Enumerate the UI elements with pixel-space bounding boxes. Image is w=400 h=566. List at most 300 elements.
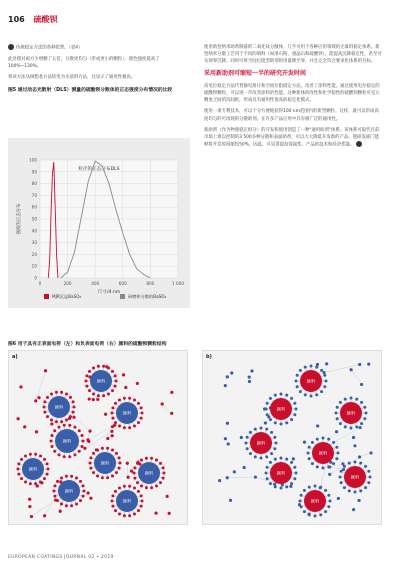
particle bbox=[166, 495, 169, 498]
particle bbox=[308, 457, 311, 460]
particle bbox=[360, 383, 363, 386]
particle bbox=[249, 452, 252, 455]
particle bbox=[92, 398, 95, 401]
particle bbox=[275, 442, 278, 445]
bullet-icon bbox=[8, 44, 14, 50]
particle bbox=[140, 484, 143, 487]
particle bbox=[34, 482, 37, 485]
particle bbox=[88, 389, 91, 392]
particle bbox=[269, 482, 272, 485]
particle bbox=[123, 397, 126, 400]
chart-title: 粒径的正态分布DLS bbox=[78, 167, 120, 172]
particle bbox=[60, 477, 63, 480]
particle bbox=[227, 442, 230, 445]
y-tick-label: 0 bbox=[34, 275, 37, 281]
particle bbox=[128, 397, 131, 400]
particle bbox=[111, 406, 114, 409]
particle bbox=[280, 457, 283, 460]
particle-link bbox=[31, 500, 55, 516]
legend-swatch bbox=[120, 294, 125, 299]
particle bbox=[337, 497, 340, 500]
paragraph: 新助剂（作为物理稳定组分）的开发和使用创造了一种"通用助剂"体系。该体系可取代目前市场上难以控制的3 500多种分散和表面助剂，可以大大降低开发新的产品。使研发部门能够将开发时间缩短50%，因此，可显著提高简属性、产品的技术和经济性能。 bbox=[204, 127, 380, 148]
particle bbox=[343, 486, 346, 489]
particle bbox=[293, 413, 296, 416]
page-number: 106 bbox=[8, 15, 25, 24]
particle bbox=[111, 474, 114, 477]
particle bbox=[350, 397, 353, 400]
particle bbox=[55, 420, 58, 423]
particle bbox=[65, 475, 68, 478]
particle bbox=[290, 418, 293, 421]
particle bbox=[303, 510, 306, 513]
particle bbox=[92, 471, 95, 474]
particle bbox=[292, 457, 295, 460]
particle bbox=[114, 490, 117, 493]
particle bbox=[162, 466, 165, 469]
x-tick-label: 1 000 bbox=[172, 281, 184, 286]
particle bbox=[97, 365, 100, 368]
particle bbox=[354, 461, 357, 464]
particle bbox=[359, 489, 362, 492]
particle bbox=[115, 452, 118, 455]
particle-link bbox=[74, 417, 90, 431]
x-tick-label: 0 bbox=[38, 281, 42, 286]
particle bbox=[325, 362, 328, 365]
particle bbox=[83, 490, 86, 493]
particle bbox=[274, 458, 277, 461]
pigment-label: 颜料 bbox=[62, 438, 72, 444]
particle bbox=[300, 494, 303, 497]
particle bbox=[363, 417, 366, 420]
particle bbox=[69, 396, 72, 399]
particle bbox=[285, 458, 288, 461]
particle bbox=[114, 402, 117, 405]
particle bbox=[89, 456, 92, 459]
particle bbox=[348, 462, 351, 465]
particle bbox=[358, 363, 361, 366]
particle bbox=[133, 399, 136, 402]
particle bbox=[264, 421, 267, 424]
particle bbox=[63, 424, 66, 427]
particle bbox=[159, 462, 162, 465]
particle bbox=[266, 477, 269, 480]
particle bbox=[170, 412, 173, 415]
particle bbox=[101, 476, 104, 479]
particle bbox=[323, 385, 326, 388]
particle bbox=[29, 453, 32, 456]
particle bbox=[327, 505, 330, 508]
particle bbox=[322, 467, 325, 470]
particle bbox=[20, 477, 23, 480]
section-heading: 采用新助剂可缩短一半的研究开发时间 bbox=[204, 69, 307, 77]
particle bbox=[159, 481, 162, 484]
particle bbox=[150, 486, 153, 489]
particle bbox=[136, 462, 139, 465]
x-tick-label: 800 bbox=[146, 281, 155, 286]
particle-link bbox=[324, 364, 360, 372]
particle bbox=[350, 427, 353, 430]
page-header bbox=[8, 14, 58, 25]
figure-6-panel-a bbox=[8, 350, 188, 525]
particle bbox=[367, 481, 370, 484]
particle bbox=[285, 421, 288, 424]
pigment-label: 颜料 bbox=[28, 466, 38, 472]
particle bbox=[248, 380, 251, 383]
y-tick-label: 50 bbox=[31, 216, 37, 222]
particle bbox=[141, 500, 144, 503]
particle bbox=[335, 446, 338, 449]
particle bbox=[70, 475, 73, 478]
particle bbox=[111, 505, 114, 508]
particle bbox=[266, 413, 269, 416]
particle bbox=[323, 374, 326, 377]
particle bbox=[114, 509, 117, 512]
particle-link bbox=[36, 371, 46, 401]
particle bbox=[310, 365, 313, 368]
particle bbox=[72, 400, 75, 403]
particle bbox=[43, 411, 46, 414]
particle bbox=[311, 441, 314, 444]
particle bbox=[86, 491, 89, 494]
particle bbox=[230, 371, 233, 374]
particle bbox=[359, 462, 362, 465]
particle bbox=[357, 499, 360, 502]
particle bbox=[79, 499, 82, 502]
particle bbox=[269, 397, 272, 400]
particle bbox=[65, 393, 68, 396]
particle bbox=[43, 477, 46, 480]
pigment-label: 颜料 bbox=[276, 406, 286, 412]
particle bbox=[325, 380, 328, 383]
particle bbox=[75, 477, 78, 480]
particle bbox=[246, 447, 249, 450]
particle bbox=[92, 367, 95, 370]
particle bbox=[270, 431, 273, 434]
particle bbox=[17, 417, 20, 420]
particle bbox=[82, 495, 85, 498]
particle bbox=[320, 390, 323, 393]
particle bbox=[137, 509, 140, 512]
particle bbox=[133, 487, 136, 490]
particle bbox=[364, 486, 367, 489]
particle bbox=[344, 425, 347, 428]
particle bbox=[141, 412, 144, 415]
particle bbox=[53, 490, 56, 493]
particle bbox=[369, 451, 372, 454]
panel-b-svg bbox=[203, 351, 381, 524]
figure-6-caption: 图6 用于具有正表面电荷（左）和负表面电荷（右）颜料的硫酸钡颗粒结构 bbox=[8, 342, 167, 347]
particle bbox=[111, 370, 114, 373]
particle bbox=[118, 512, 121, 515]
particle bbox=[254, 428, 257, 431]
particle bbox=[270, 452, 273, 455]
particle bbox=[96, 474, 99, 477]
particle bbox=[304, 393, 307, 396]
particle bbox=[58, 426, 61, 429]
particle bbox=[240, 436, 243, 439]
pigment-label: 颜料 bbox=[96, 378, 106, 384]
particle bbox=[50, 418, 53, 421]
particle bbox=[265, 455, 268, 458]
y-tick-label: 100 bbox=[29, 157, 37, 163]
particle bbox=[115, 380, 118, 383]
particle bbox=[111, 412, 114, 415]
particle bbox=[308, 486, 311, 489]
particle bbox=[89, 462, 92, 465]
particle bbox=[81, 445, 84, 448]
particle bbox=[69, 415, 72, 418]
particle bbox=[111, 417, 114, 420]
particle bbox=[55, 391, 58, 394]
particle bbox=[299, 500, 302, 503]
pigment-label: 颜料 bbox=[64, 488, 74, 494]
particle bbox=[128, 426, 131, 429]
particle bbox=[311, 462, 314, 465]
particle bbox=[50, 393, 53, 396]
particle bbox=[136, 481, 139, 484]
particle bbox=[336, 417, 339, 420]
pigment-label: 颜料 bbox=[318, 450, 328, 456]
particle bbox=[74, 453, 77, 456]
particle bbox=[46, 462, 49, 465]
legend-entry: MJR沉淀BaSO₄ bbox=[52, 294, 82, 299]
particle bbox=[50, 422, 53, 425]
pigment-label: 颜料 bbox=[122, 410, 132, 416]
particle bbox=[47, 468, 50, 471]
particle bbox=[123, 485, 126, 488]
pigment-label: 颜料 bbox=[350, 474, 360, 480]
particle bbox=[329, 500, 332, 503]
particle bbox=[352, 508, 355, 511]
particle bbox=[58, 453, 61, 456]
particle bbox=[226, 422, 229, 425]
particle bbox=[111, 389, 114, 392]
particle bbox=[114, 374, 117, 377]
legend-entry: 研磨和分散的BaSO₄ bbox=[128, 294, 167, 299]
particle bbox=[24, 455, 27, 458]
particle bbox=[273, 447, 276, 450]
particle bbox=[39, 455, 42, 458]
y-tick-label: 90 bbox=[31, 169, 37, 175]
particle bbox=[168, 512, 171, 515]
particle bbox=[322, 371, 325, 374]
particle bbox=[303, 489, 306, 492]
particle bbox=[75, 502, 78, 505]
paragraph: 使用一项专利技术，可以十分方便地获得100 nm范围内的新型颗粒。这样，就可以形成高度均匀的可再现的分散助剂。在许多产品应用中具有极广泛的通用性。 bbox=[204, 109, 379, 122]
particle bbox=[367, 363, 370, 366]
particle bbox=[74, 426, 77, 429]
particle bbox=[19, 385, 22, 388]
particle bbox=[360, 401, 363, 404]
particle bbox=[114, 385, 117, 388]
particle bbox=[229, 499, 232, 502]
particle bbox=[319, 486, 322, 489]
particle bbox=[24, 480, 27, 483]
particle bbox=[327, 465, 330, 468]
particle bbox=[314, 515, 317, 518]
particle bbox=[155, 484, 158, 487]
particle bbox=[53, 484, 56, 487]
x-axis-label: 尺寸/d.nm bbox=[97, 290, 121, 295]
particle bbox=[280, 393, 283, 396]
particle bbox=[226, 375, 229, 378]
particle bbox=[34, 453, 37, 456]
particle-link bbox=[227, 477, 255, 478]
particle bbox=[339, 401, 342, 404]
particle bbox=[118, 424, 121, 427]
particle bbox=[29, 482, 32, 485]
particle bbox=[355, 398, 358, 401]
particle bbox=[96, 449, 99, 452]
particle bbox=[137, 421, 140, 424]
particle bbox=[60, 420, 63, 423]
particle bbox=[162, 477, 165, 480]
particle bbox=[17, 473, 20, 476]
particle bbox=[265, 408, 268, 411]
left-column bbox=[8, 44, 186, 98]
pigment-label: 颜料 bbox=[54, 404, 64, 410]
particle bbox=[249, 431, 252, 434]
particle bbox=[161, 402, 164, 405]
particle bbox=[123, 514, 126, 517]
particle bbox=[245, 442, 248, 445]
particle bbox=[363, 406, 366, 409]
particle bbox=[111, 500, 114, 503]
particle bbox=[327, 438, 330, 441]
journal-footer: EUROPEAN COATINGS JOURNAL 02 • 2019 bbox=[8, 555, 114, 560]
particle bbox=[43, 400, 46, 403]
pigment-label: 颜料 bbox=[310, 498, 320, 504]
particle bbox=[285, 394, 288, 397]
particle bbox=[111, 494, 114, 497]
particle bbox=[145, 486, 148, 489]
y-tick-label: 30 bbox=[31, 240, 37, 246]
particle bbox=[140, 417, 143, 420]
particle bbox=[350, 368, 353, 371]
particle bbox=[44, 369, 47, 372]
particle bbox=[17, 462, 20, 465]
particle bbox=[218, 479, 221, 482]
particle bbox=[224, 437, 227, 440]
x-tick-label: 600 bbox=[118, 281, 127, 286]
particle bbox=[133, 472, 136, 475]
particle bbox=[46, 473, 49, 476]
y-tick-label: 70 bbox=[31, 192, 37, 198]
particle bbox=[65, 504, 68, 507]
particle bbox=[43, 406, 46, 409]
particle bbox=[307, 452, 310, 455]
particle bbox=[295, 408, 298, 411]
particle bbox=[53, 450, 56, 453]
particle bbox=[89, 497, 92, 500]
paragraph: 使用新型纳米助剂制备的二氧化钛分散体，几乎可用于各种应用领域的无暴料稳定体系。新型纳米分散工艺用于不同的填料（如滑石粉、重晶石和硫酸钡），能提高沉降稳定性，甚至可实现零沉降。同时可将空间位阻型助剂的用量降至零，并且完全符合要求化体系的目标。 bbox=[204, 45, 382, 65]
particle bbox=[130, 470, 133, 473]
particle bbox=[280, 487, 283, 490]
particle bbox=[250, 369, 253, 372]
particle bbox=[72, 416, 75, 419]
particle bbox=[107, 392, 110, 395]
particle bbox=[316, 363, 319, 366]
particle bbox=[290, 397, 293, 400]
particle bbox=[303, 441, 306, 444]
particle bbox=[274, 485, 277, 488]
particle bbox=[46, 396, 49, 399]
particle bbox=[304, 366, 307, 369]
particle bbox=[322, 437, 325, 440]
particle bbox=[170, 391, 173, 394]
particle bbox=[269, 461, 272, 464]
particle bbox=[43, 458, 46, 461]
particle bbox=[248, 376, 251, 379]
particle bbox=[150, 457, 153, 460]
legend-swatch bbox=[44, 294, 49, 299]
particle bbox=[266, 402, 269, 405]
particle bbox=[133, 466, 136, 469]
particle bbox=[101, 447, 104, 450]
particle bbox=[274, 421, 277, 424]
particle bbox=[254, 455, 257, 458]
particle bbox=[78, 450, 81, 453]
particle bbox=[118, 467, 121, 470]
particle bbox=[285, 485, 288, 488]
particle bbox=[50, 434, 53, 437]
particle bbox=[344, 398, 347, 401]
particle bbox=[145, 457, 148, 460]
particle bbox=[89, 467, 92, 470]
bullet-icon bbox=[356, 141, 362, 147]
particle bbox=[269, 418, 272, 421]
particle bbox=[140, 406, 143, 409]
figure-5-chart bbox=[8, 138, 190, 308]
pigment-label: 颜料 bbox=[276, 470, 286, 476]
particle bbox=[46, 415, 49, 418]
particle bbox=[115, 471, 118, 474]
y-tick-label: 80 bbox=[31, 181, 37, 187]
paragraph: 此处理对両方少增稠了五倍，分散更均匀（形成更小的颗粒），使色强度提高了100%~130%。 bbox=[8, 56, 160, 69]
particle bbox=[140, 459, 143, 462]
particle bbox=[104, 413, 107, 416]
y-tick-label: 10 bbox=[31, 263, 37, 269]
particle bbox=[92, 452, 95, 455]
particle bbox=[56, 480, 59, 483]
pigment-label: 颜料 bbox=[306, 378, 316, 384]
particle bbox=[360, 422, 363, 425]
particle bbox=[316, 438, 319, 441]
x-tick-label: 400 bbox=[91, 281, 100, 286]
particle bbox=[367, 470, 370, 473]
paragraph: 将该方法从树脂基方法转变为水基料方法，这显示了通用性极高。 bbox=[8, 75, 136, 81]
pigment-label: 颜料 bbox=[122, 498, 132, 504]
particle bbox=[137, 490, 140, 493]
particle bbox=[70, 504, 73, 507]
particle bbox=[355, 425, 358, 428]
particle bbox=[39, 480, 42, 483]
particle bbox=[336, 406, 339, 409]
particle bbox=[140, 494, 143, 497]
particle bbox=[137, 402, 140, 405]
particle bbox=[85, 374, 88, 377]
particle bbox=[308, 513, 311, 516]
particle bbox=[348, 489, 351, 492]
particle bbox=[124, 386, 127, 389]
particle bbox=[92, 392, 95, 395]
particle bbox=[72, 411, 75, 414]
particle bbox=[102, 365, 105, 368]
particle bbox=[296, 385, 299, 388]
particle bbox=[119, 462, 122, 465]
particle bbox=[354, 491, 357, 494]
particle-link bbox=[351, 370, 361, 385]
